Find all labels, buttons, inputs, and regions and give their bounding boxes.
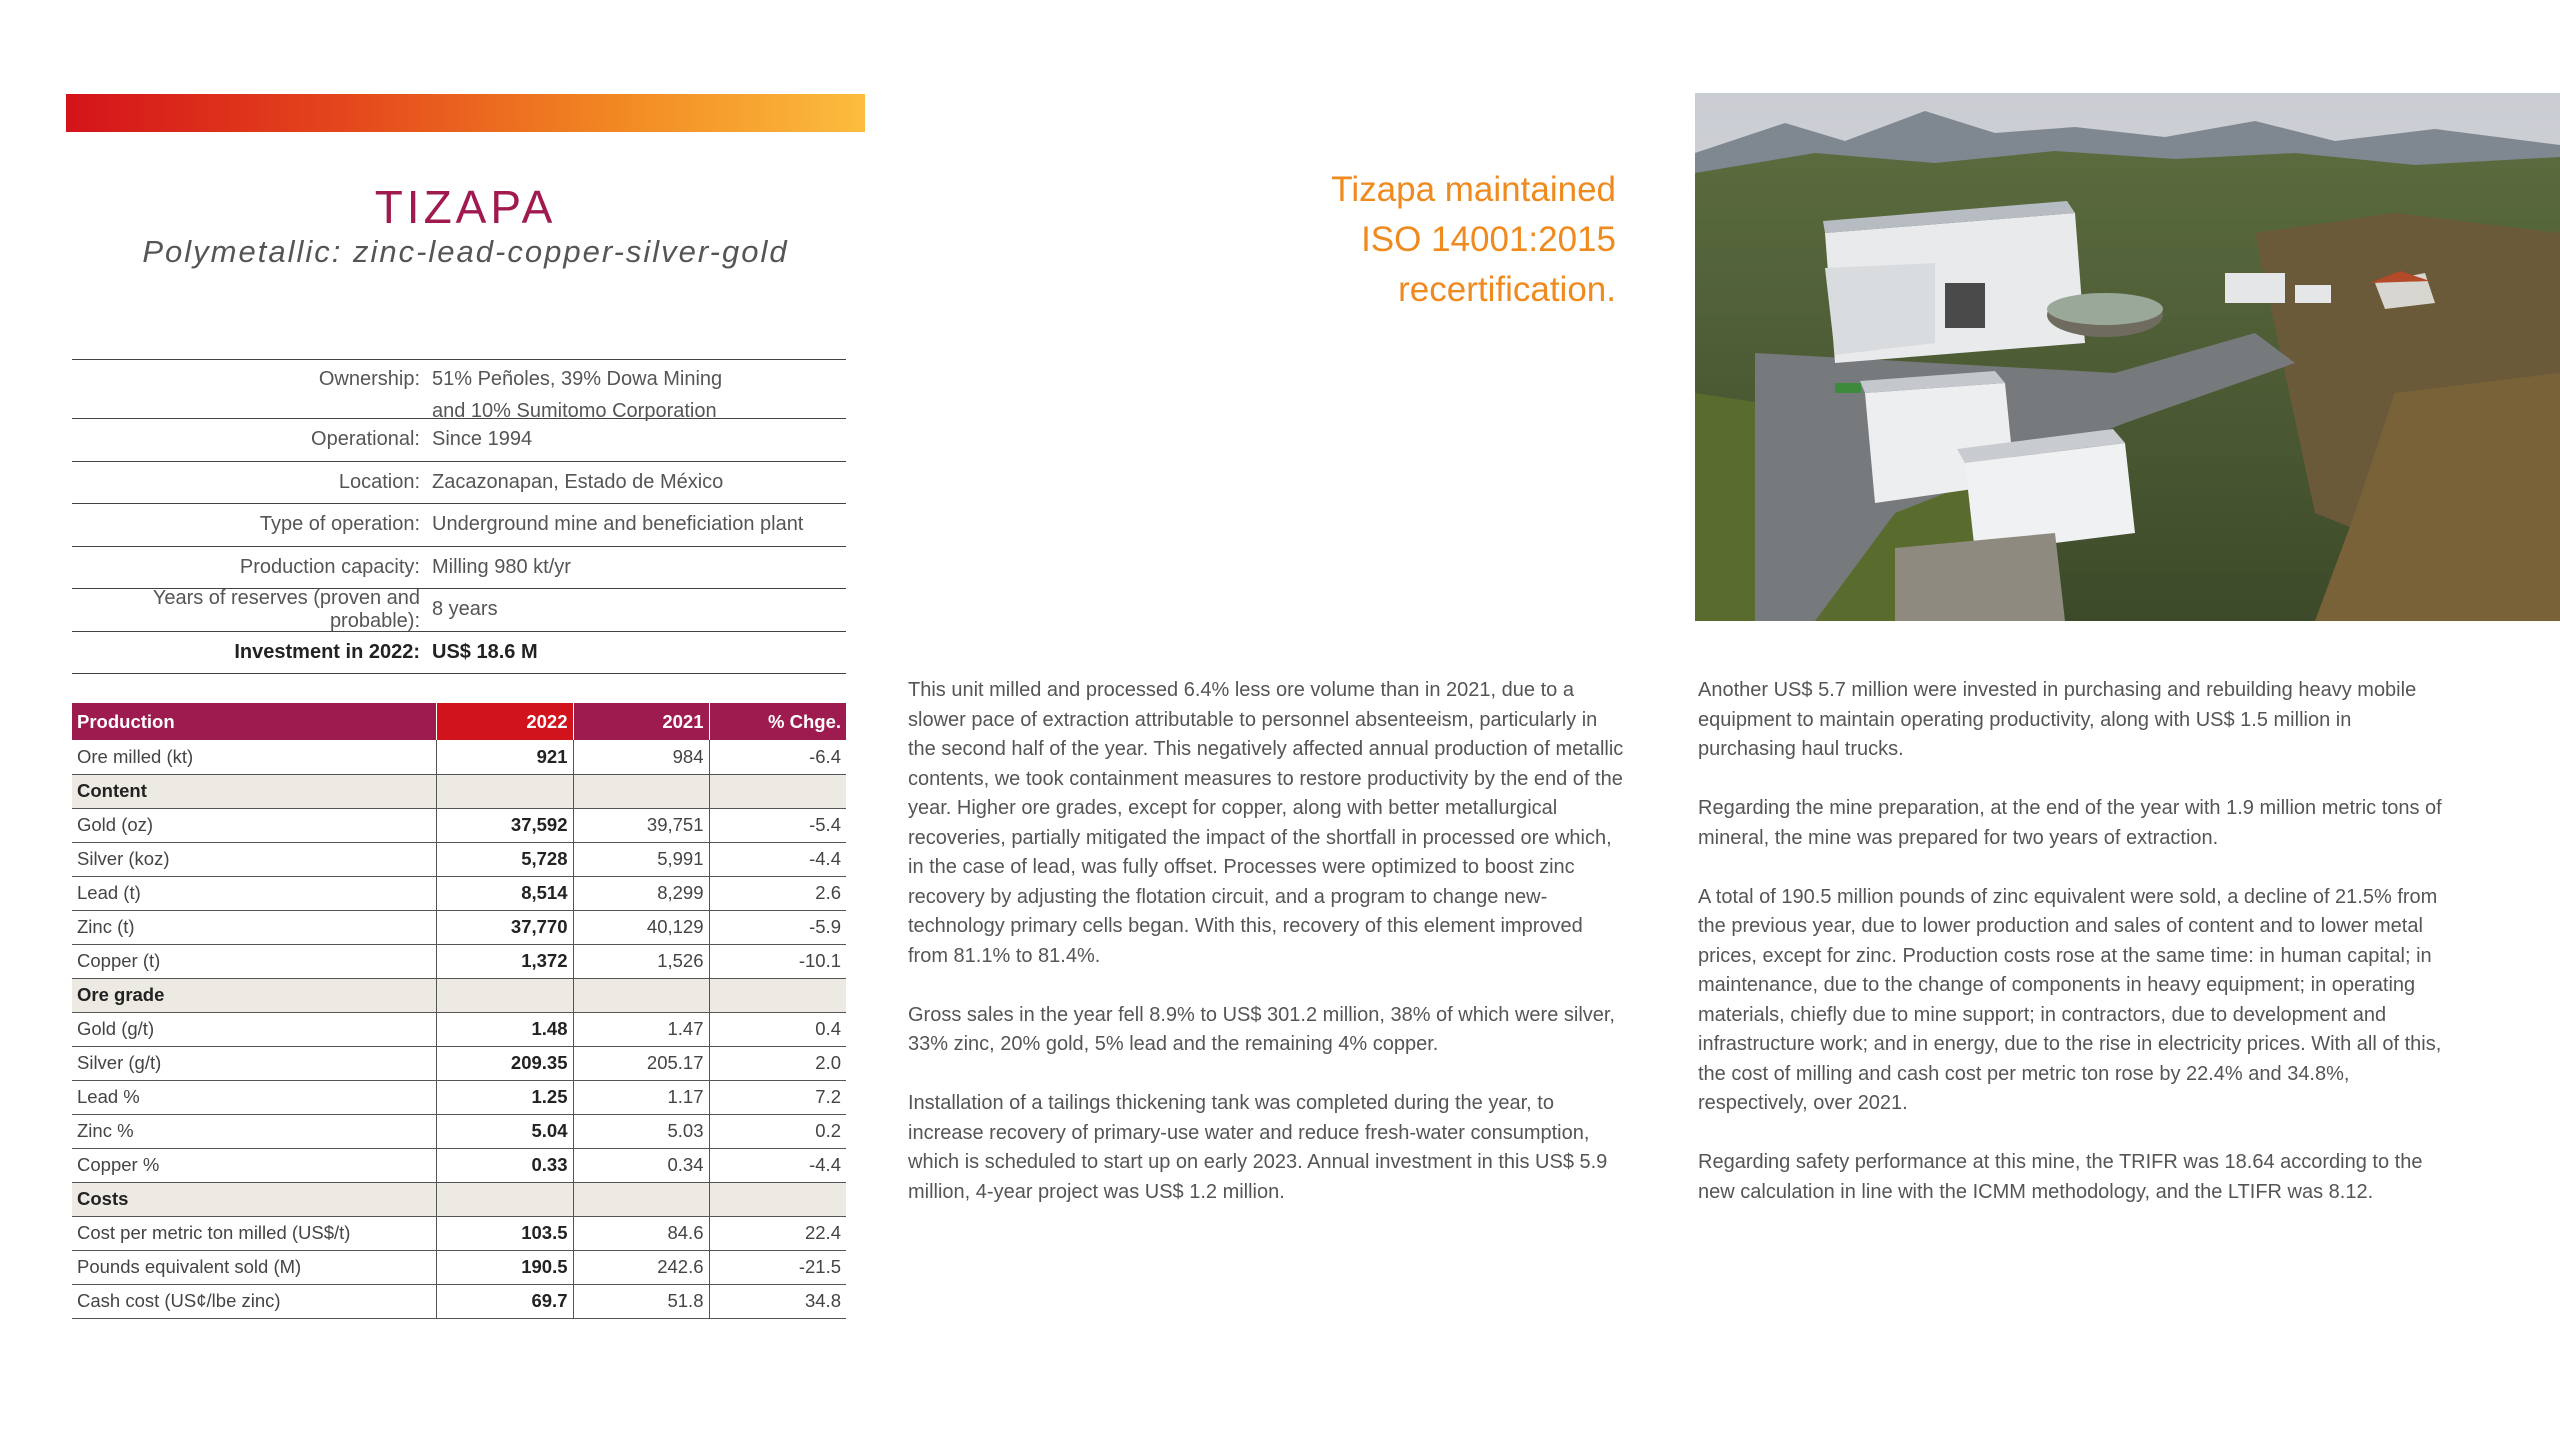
cell-2022: 921 (436, 740, 573, 774)
cell-change: 2.0 (709, 1046, 846, 1080)
column-header-change: % Chge. (709, 703, 846, 740)
highlight-line-1: Tizapa maintained (1331, 170, 1616, 209)
info-value: 8 years (432, 598, 498, 621)
page-title: TIZAPA (374, 181, 557, 233)
cell-metric: Silver (g/t) (72, 1046, 436, 1080)
cell-2021: 0.34 (573, 1148, 709, 1182)
cell-2021: 1,526 (573, 944, 709, 978)
body-paragraph: Regarding safety performance at this mine, the TRIFR was 18.64 according to the new calculation in line with the ICMM methodology, and the LTIFR was 8.12. (1698, 1151, 2423, 1203)
table-row (72, 1080, 846, 1114)
body-paragraph: A total of 190.5 million pounds of zinc equivalent were sold, a decline of 21.5% from the previous year, due to lower production and sales of content and to lower metal prices, except for zinc. Production costs rose at the same time: in human capital; in maintenance, due to the change of components in heavy equipment; in operating materials, chiefly due to mine support; in contractors, due to development and infrastructure work; and in energy, due to the rise in electricity prices. With all of this, the cost of milling and cash cost per metric ton rose by 22.4% and 34.8%, respectively, over 2021. (1698, 885, 2442, 1114)
body-column-2 (1698, 676, 2448, 1237)
cell-2022: 1.25 (436, 1080, 573, 1114)
cell-2022: 69.7 (436, 1284, 573, 1318)
cell-change: 2.6 (709, 876, 846, 910)
table-row (72, 944, 846, 978)
cell-2021: 39,751 (573, 808, 709, 842)
cell-2022: 0.33 (436, 1148, 573, 1182)
cell-change: 0.4 (709, 1012, 846, 1046)
info-row-type (72, 504, 846, 547)
table-row (72, 1046, 846, 1080)
cell-metric: Copper (t) (72, 944, 436, 978)
column-header-2021: 2021 (573, 703, 709, 740)
cell-2021: 5.03 (573, 1114, 709, 1148)
cell-2021: 40,129 (573, 910, 709, 944)
table-row (72, 1012, 846, 1046)
info-row-ownership (72, 360, 846, 422)
cell-2021: 84.6 (573, 1216, 709, 1250)
cell-metric: Gold (g/t) (72, 1012, 436, 1046)
table-row (72, 1148, 846, 1182)
cell-2022: 103.5 (436, 1216, 573, 1250)
cell-2022 (436, 1182, 573, 1216)
table-row (72, 1216, 846, 1250)
cell-change: 7.2 (709, 1080, 846, 1114)
cell-2022: 1,372 (436, 944, 573, 978)
cell-metric: Zinc (t) (72, 910, 436, 944)
cell-metric: Lead (t) (72, 876, 436, 910)
info-label: Years of reserves (proven and probable): (152, 586, 420, 632)
cell-metric: Gold (oz) (72, 808, 436, 842)
cell-change (709, 1182, 846, 1216)
cell-2021: 984 (573, 740, 709, 774)
body-paragraph: This unit milled and processed 6.4% less ore volume than in 2021, due to a slower pace of extraction attributable to personnel absenteeism, particularly in the second half of the year. This negatively affected annual production of metallic contents, we took containment measures to restore productivity by the end of the year. Higher ore grades, except for copper, along with better metallurgical recoveries, partially mitigated the impact of the shortfall in processed ore which, in the case of lead, was fully offset. Processes were optimized to boost zinc recovery by adjusting the flotation circuit, and a program to change new-technology primary cells began. With this, recovery of this element improved from 81.1% to 81.4%. (908, 679, 1624, 967)
production-table (72, 703, 846, 1319)
cell-metric: Pounds equivalent sold (M) (72, 1250, 436, 1284)
cell-2021: 242.6 (573, 1250, 709, 1284)
table-row (72, 842, 846, 876)
highlight-callout (1300, 165, 1616, 315)
info-label: Investment in 2022: (234, 640, 420, 663)
cell-change: -5.4 (709, 808, 846, 842)
cell-metric: Silver (koz) (72, 842, 436, 876)
info-row-investment (72, 632, 846, 675)
table-section-row (72, 1182, 846, 1216)
cell-change: 34.8 (709, 1284, 846, 1318)
ownership-line-1: 51% Peñoles, 39% Dowa Mining (432, 368, 723, 390)
info-value: US$ 18.6 M (432, 640, 538, 663)
cell-change (709, 978, 846, 1012)
cell-change: -10.1 (709, 944, 846, 978)
cell-2022 (436, 774, 573, 808)
body-paragraph: Gross sales in the year fell 8.9% to US$ 301.2 million, 38% of which were silver, 33% zinc, 20% gold, 5% lead and the remaining 4% copper. (908, 1003, 1615, 1055)
mine-info-table (72, 359, 846, 674)
column-header-production: Production (72, 703, 436, 740)
cell-change: -4.4 (709, 1148, 846, 1182)
cell-change: 22.4 (709, 1216, 846, 1250)
production-table-header (72, 703, 846, 740)
cell-2022: 5,728 (436, 842, 573, 876)
info-label: Operational: (311, 428, 420, 451)
table-row (72, 1114, 846, 1148)
table-section-row (72, 774, 846, 808)
cell-change: -6.4 (709, 740, 846, 774)
info-value: Since 1994 (432, 428, 533, 451)
table-row (72, 808, 846, 842)
cell-2022: 190.5 (436, 1250, 573, 1284)
info-value: Underground mine and beneficiation plant (432, 513, 804, 536)
cell-2022: 37,770 (436, 910, 573, 944)
cell-2021: 1.47 (573, 1012, 709, 1046)
cell-metric: Zinc % (72, 1114, 436, 1148)
cell-2022: 5.04 (436, 1114, 573, 1148)
info-row-capacity (72, 547, 846, 590)
header-gradient-bar (66, 94, 865, 132)
cell-metric: Content (72, 774, 436, 808)
mine-aerial-photo (1695, 93, 2560, 621)
cell-2021 (573, 978, 709, 1012)
info-label: Ownership: (318, 368, 420, 390)
cell-change: 0.2 (709, 1114, 846, 1148)
production-table-body (72, 740, 846, 1318)
table-row (72, 876, 846, 910)
cell-metric: Lead % (72, 1080, 436, 1114)
cell-change: -4.4 (709, 842, 846, 876)
table-row (72, 740, 846, 774)
cell-change: -5.9 (709, 910, 846, 944)
page-subtitle: Polymetallic: zinc-lead-copper-silver-gold (142, 234, 789, 269)
cell-2021 (573, 774, 709, 808)
cell-2022: 8,514 (436, 876, 573, 910)
ownership-line-2: and 10% Sumitomo Corporation (432, 400, 717, 422)
cell-metric: Ore milled (kt) (72, 740, 436, 774)
info-value: Zacazonapan, Estado de México (432, 470, 724, 493)
cell-metric: Ore grade (72, 978, 436, 1012)
cell-2021: 5,991 (573, 842, 709, 876)
table-row (72, 1250, 846, 1284)
info-label: Location: (338, 470, 420, 493)
cell-change: -21.5 (709, 1250, 846, 1284)
body-paragraph: Installation of a tailings thickening tank was completed during the year, to increase recovery of primary-use water and reduce fresh-water consumption, which is scheduled to start up on early 2023. Annual investment in this US$ 5.9 million, 4-year project was US$ 1.2 million. (908, 1092, 1608, 1203)
table-row (72, 1284, 846, 1318)
highlight-line-2: ISO 14001:2015 (1361, 220, 1616, 259)
cell-2021: 1.17 (573, 1080, 709, 1114)
column-header-2022: 2022 (436, 703, 573, 740)
cell-2022: 37,592 (436, 808, 573, 842)
cell-change (709, 774, 846, 808)
cell-metric: Cash cost (US¢/lbe zinc) (72, 1284, 436, 1318)
info-label: Type of operation: (259, 513, 420, 536)
body-column-1 (908, 676, 1628, 1237)
info-value (432, 363, 846, 427)
table-row (72, 910, 846, 944)
cell-2022: 209.35 (436, 1046, 573, 1080)
cell-metric: Copper % (72, 1148, 436, 1182)
table-section-row (72, 978, 846, 1012)
body-paragraph: Another US$ 5.7 million were invested in purchasing and rebuilding heavy mobile equipment to maintain operating productivity, along with US$ 1.5 million in purchasing haul trucks. (1698, 679, 2417, 760)
cell-2021 (573, 1182, 709, 1216)
body-paragraph: Regarding the mine preparation, at the end of the year with 1.9 million metric tons of mineral, the mine was prepared for two years of extraction. (1698, 797, 2442, 849)
cell-metric: Cost per metric ton milled (US$/t) (72, 1216, 436, 1250)
cell-metric: Costs (72, 1182, 436, 1216)
info-label: Production capacity: (239, 555, 420, 578)
highlight-line-3: recertification. (1398, 270, 1616, 309)
info-row-reserves (72, 586, 846, 632)
cell-2022: 1.48 (436, 1012, 573, 1046)
cell-2021: 205.17 (573, 1046, 709, 1080)
info-value: Milling 980 kt/yr (432, 555, 571, 578)
cell-2021: 8,299 (573, 876, 709, 910)
info-row-location (72, 462, 846, 505)
cell-2022 (436, 978, 573, 1012)
cell-2021: 51.8 (573, 1284, 709, 1318)
